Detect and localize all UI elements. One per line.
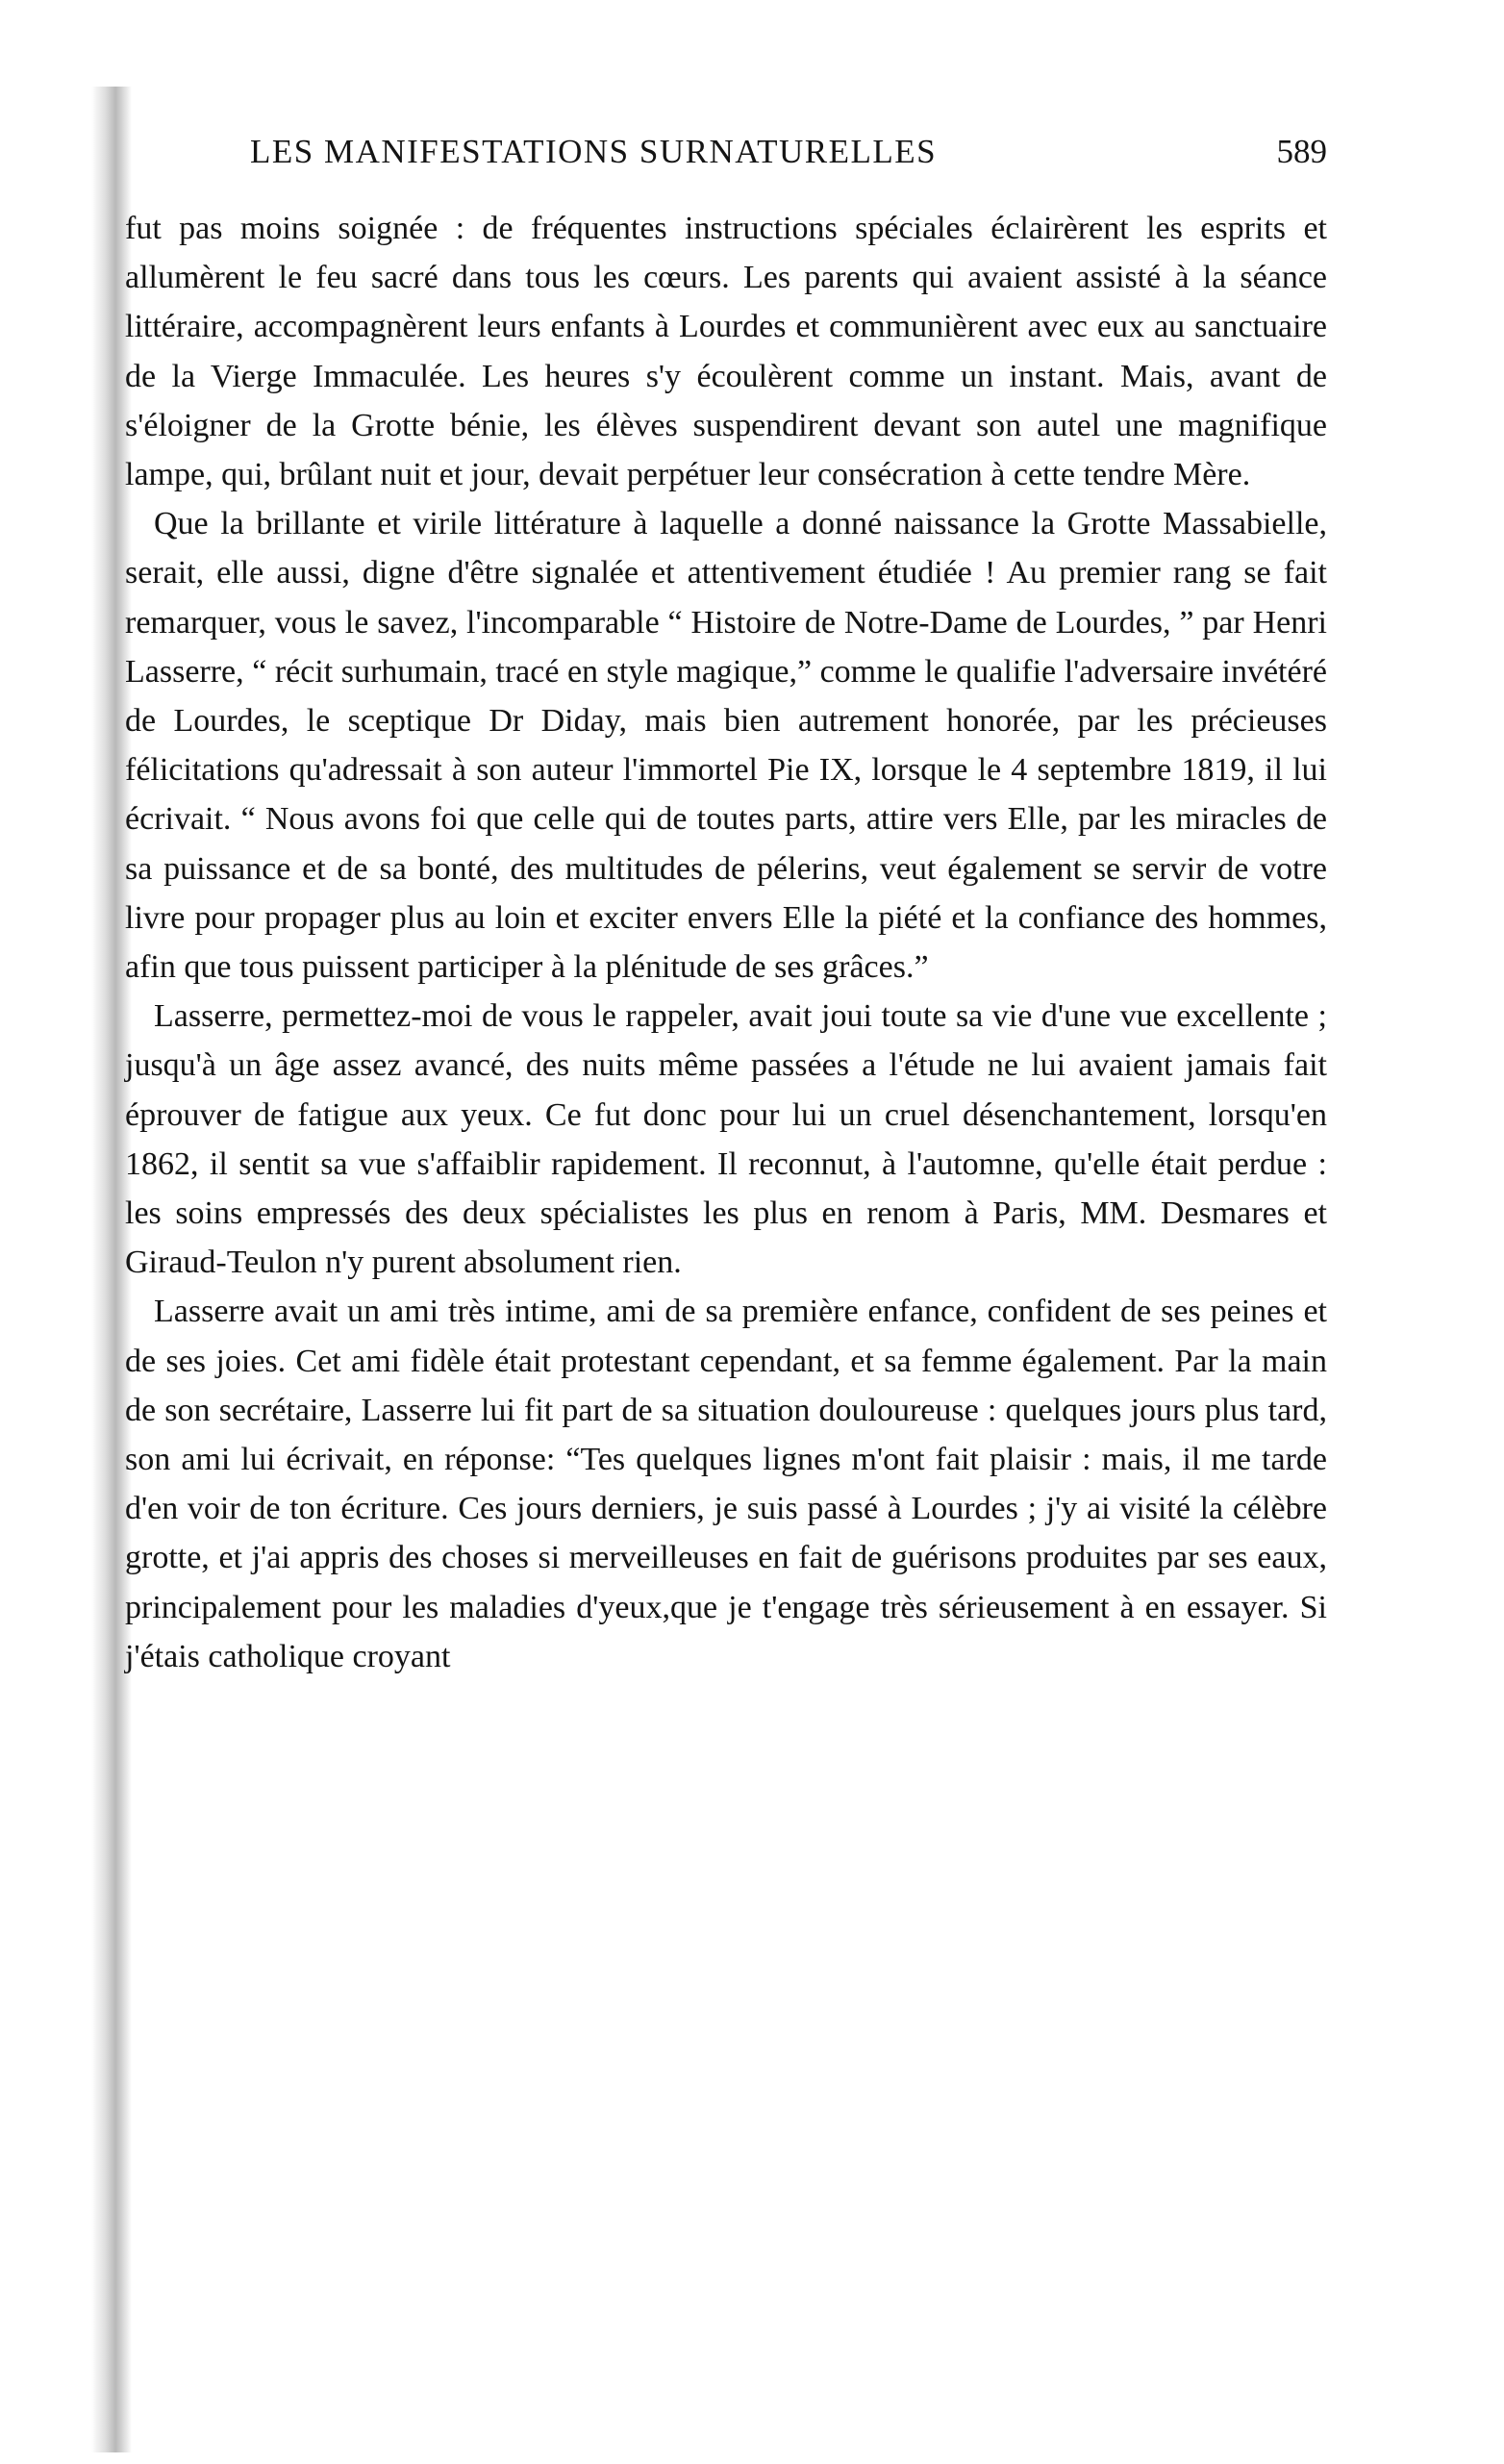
paragraph-1: fut pas moins soignée : de fréquentes instructions spéciales éclairèrent les esprits et allumèrent le feu sacré dans tous les cœurs. Les parents qui avaient assisté à la séance littéraire, accompagnèrent leurs enfants à Lourdes et communièrent avec eux au sanctuaire de la Vierge Immaculée. Les heures s'y écoulèrent comme un instant. Mais, avant de s'éloigner de la Grotte bénie, les élèves suspendirent devant son autel une magnifique lampe, qui, brûlant nuit et jour, devait perpétuer leur consécration à cette tendre Mère. <box>125 211 1327 493</box>
paragraph-2: Que la brillante et virile littérature à laquelle a donné naissance la Grotte Massabielle, serait, elle aussi, digne d'être signalée et attentivement étudiée ! Au premier rang se fait remarquer, vous le savez, l'incomparable “ Histoire de Notre-Dame de Lourdes, ” par Henri Lasserre, “ récit surhumain, tracé en style magique,” comme le qualifie l'adversaire invétéré de Lourdes, le sceptique Dr Diday, mais bien autrement honorée, par les précieuses félicitations qu'adressait à son auteur l'immortel Pie IX, lorsque le 4 septembre 1819, il lui écrivait. “ Nous avons foi que celle qui de toutes parts, attire vers Elle, par les miracles de sa puissance et de sa bonté, des multitudes de pélerins, veut également se servir de votre livre pour propager plus au loin et exciter envers Elle la piété et la confiance des hommes, afin que tous puissent participer à la plénitude de ses grâces.” <box>125 506 1327 986</box>
body-text <box>125 204 1327 1681</box>
book-page <box>125 125 1327 1681</box>
paragraph-3: Lasserre, permettez-moi de vous le rappeler, avait joui toute sa vie d'une vue excellente ; jusqu'à un âge assez avancé, des nuits même passées a l'étude ne lui avaient jamais fait éprouver de fatigue aux yeux. Ce fut donc pour lui un cruel désenchantement, lorsqu'en 1862, il sentit sa vue s'affaiblir rapidement. Il reconnut, à l'automne, qu'elle était perdue : les soins empressés des deux spécialistes les plus en renom à Paris, MM. Desmares et Giraud-Teulon n'y purent absolument rien. <box>125 998 1327 1281</box>
page-number: 589 <box>1276 133 1327 170</box>
paragraph-4: Lasserre avait un ami très intime, ami de sa première enfance, confident de ses peines et de ses joies. Cet ami fidèle était protestant cependant, et sa femme également. Par la main de son secrétaire, Lasserre lui fit part de sa situation douloureuse : quelques jours plus tard, son ami lui écrivait, en réponse: “Tes quelques lignes m'ont fait plaisir : mais, il me tarde d'en voir de ton écriture. Ces jours derniers, je suis passé à Lourdes ; j'y ai visité la célèbre grotte, et j'ai appris des choses si merveilleuses en fait de guérisons produites par ses eaux, principalement pour les maladies d'yeux,que je t'engage très sérieusement à en essayer. Si j'étais catholique croyant <box>125 1294 1327 1674</box>
running-head <box>125 125 1327 183</box>
running-title: LES MANIFESTATIONS SURNATURELLES <box>250 133 938 170</box>
